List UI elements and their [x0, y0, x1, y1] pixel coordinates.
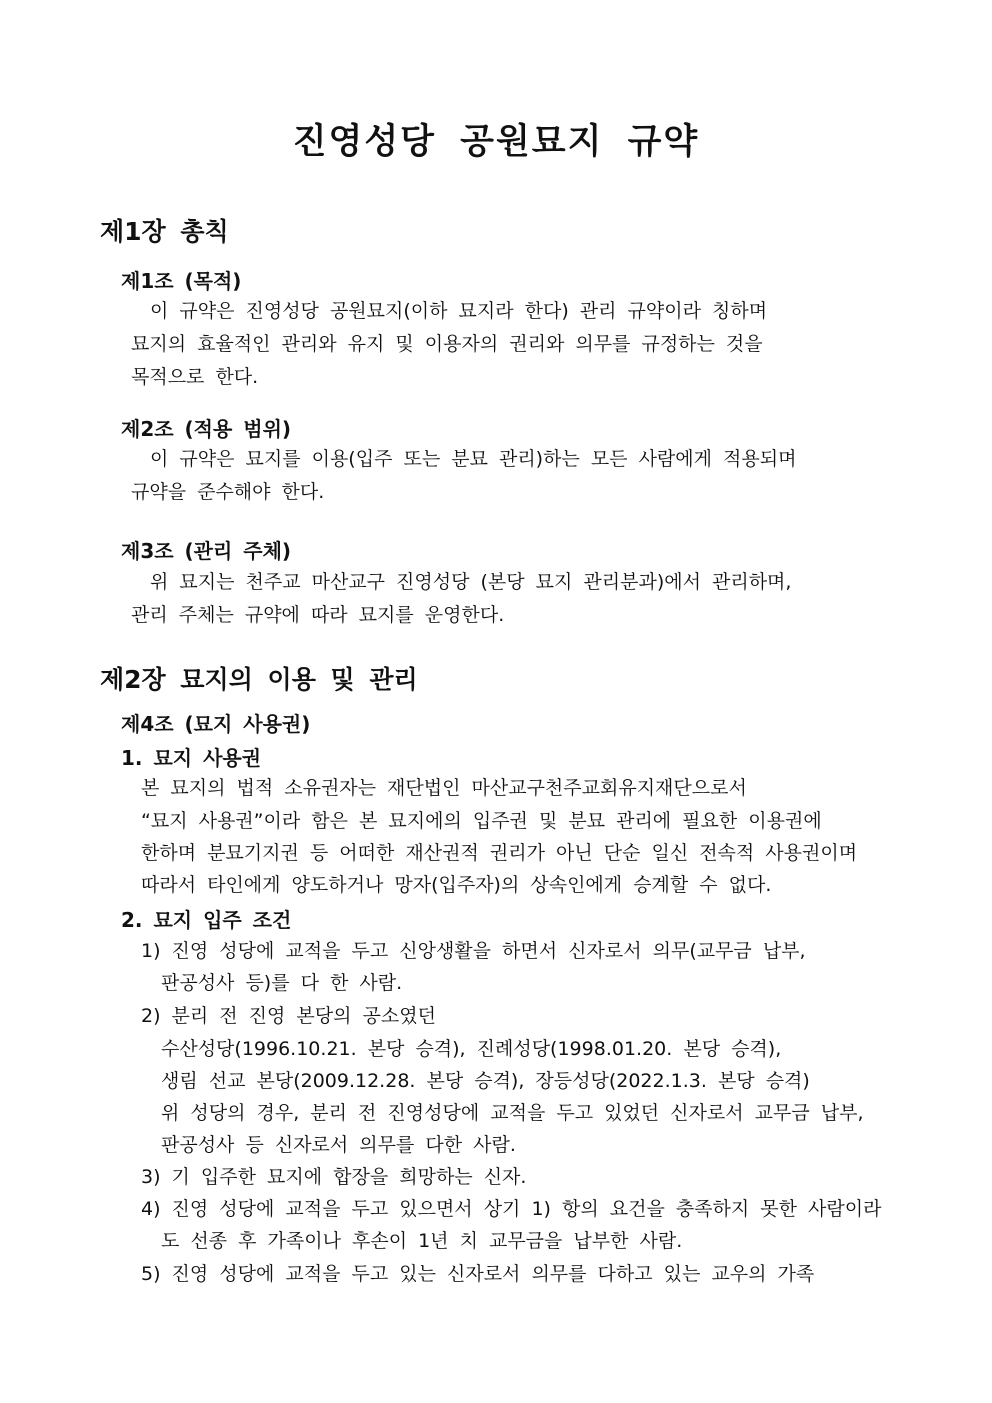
item-1-line: 따라서 타인에게 양도하거나 망자(입주자)의 상속인에게 승계할 수 없다. [141, 874, 772, 896]
article-1-heading: 제1조 (목적) [121, 269, 242, 293]
item-1-line: “묘지 사용권”이라 함은 본 묘지에의 입주권 및 분묘 관리에 필요한 이용권에 [141, 810, 822, 832]
document-title: 진영성당 공원묘지 규약 [292, 122, 700, 162]
item-2-line: 위 성당의 경우, 분리 전 진영성당에 교적을 두고 있었던 신자로서 교무금 납부, [161, 1102, 864, 1124]
item-2-line: 4) 진영 성당에 교적을 두고 있으면서 상기 1) 항의 요건을 충족하지 못한 사람이라 [141, 1198, 882, 1220]
article-4-heading: 제4조 (묘지 사용권) [121, 712, 311, 736]
item-2-line: 판공성사 등 신자로서 의무를 다한 사람. [161, 1134, 516, 1156]
article-2-line: 이 규약은 묘지를 이용(입주 또는 분묘 관리)하는 모든 사람에게 적용되며 [150, 448, 797, 470]
item-2-line: 판공성사 등)를 다 한 사람. [161, 972, 403, 994]
item-1-line: 한하며 분묘기지권 등 어떠한 재산권적 권리가 아닌 단순 일신 전속적 사용권이며 [141, 842, 858, 864]
chapter-2-heading: 제2장 묘지의 이용 및 관리 [100, 665, 418, 694]
item-2-line: 1) 진영 성당에 교적을 두고 신앙생활을 하면서 신자로서 의무(교무금 납부, [141, 940, 806, 962]
item-2-line: 생림 선교 본당(2009.12.28. 본당 승격), 장등성당(2022.1.3. 본당 승격) [161, 1070, 810, 1092]
article-1-line: 목적으로 한다. [131, 366, 259, 388]
article-1-line: 이 규약은 진영성당 공원묘지(이하 묘지라 한다) 관리 규약이라 칭하며 [150, 300, 768, 322]
article-1-line: 묘지의 효율적인 관리와 유지 및 이용자의 권리와 의무를 규정하는 것을 [131, 333, 763, 355]
article-3-line: 관리 주체는 규약에 따라 묘지를 운영한다. [131, 604, 505, 626]
chapter-1-heading: 제1장 총칙 [100, 217, 229, 246]
article-2-line: 규약을 준수해야 한다. [131, 481, 325, 503]
item-1-line: 본 묘지의 법적 소유권자는 재단법인 마산교구천주교회유지재단으로서 [141, 777, 747, 799]
article-3-line: 위 묘지는 천주교 마산교구 진영성당 (본당 묘지 관리분과)에서 관리하며, [150, 571, 792, 593]
item-2-heading: 2. 묘지 입주 조건 [121, 908, 292, 932]
article-3-heading: 제3조 (관리 주체) [121, 539, 292, 563]
article-2-heading: 제2조 (적용 범위) [121, 417, 292, 441]
item-2-line: 도 선종 후 가족이나 후손이 1년 치 교무금을 납부한 사람. [161, 1230, 683, 1252]
item-2-line: 5) 진영 성당에 교적을 두고 있는 신자로서 의무를 다하고 있는 교우의 가족 [141, 1263, 815, 1285]
item-2-line: 3) 기 입주한 묘지에 합장을 희망하는 신자. [141, 1166, 527, 1188]
item-2-line: 수산성당(1996.10.21. 본당 승격), 진례성당(1998.01.20. 본당 승격), [161, 1038, 782, 1060]
item-1-heading: 1. 묘지 사용권 [121, 746, 262, 770]
item-2-line: 2) 분리 전 진영 본당의 공소였던 [141, 1005, 436, 1027]
